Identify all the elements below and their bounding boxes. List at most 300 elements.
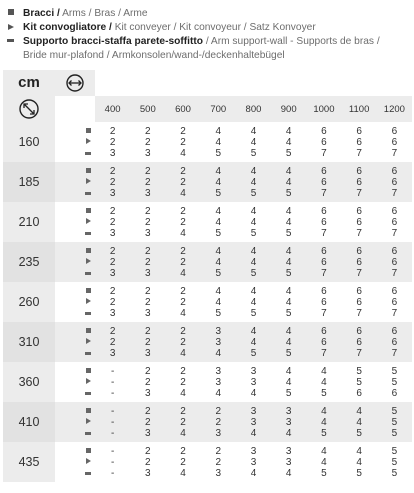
quantity-cell [165, 162, 200, 202]
height-label: 360 [3, 362, 55, 402]
qty-arms: 4 [215, 125, 222, 137]
qty-arms: 5 [391, 405, 398, 417]
width-arrows-cell [55, 70, 95, 96]
qty-arms: 4 [285, 125, 292, 137]
quantity-cell [165, 122, 200, 162]
qty-support: 5 [215, 187, 222, 199]
quantity-cell [377, 362, 412, 402]
qty-kit: 6 [391, 216, 398, 228]
qty-kit: 6 [356, 256, 362, 268]
quantity-table [3, 70, 412, 482]
quantity-cell [342, 282, 377, 322]
qty-support: 7 [321, 347, 327, 359]
qty-kit: 2 [145, 136, 151, 148]
square-icon [86, 248, 91, 253]
qty-kit: 2 [145, 376, 151, 388]
qty-kit: - [110, 376, 115, 388]
quantity-cell [236, 442, 271, 482]
qty-arms: 4 [285, 245, 292, 257]
quantity-cell [306, 282, 341, 322]
qty-arms: 2 [180, 365, 186, 377]
qty-arms: 4 [250, 245, 257, 257]
triangle-icon [86, 258, 91, 264]
triangle-icon [6, 22, 15, 34]
qty-kit: 6 [321, 136, 327, 148]
table-row [3, 402, 412, 442]
qty-arms: 2 [180, 405, 186, 417]
row-icons [55, 322, 95, 362]
qty-arms: 3 [215, 365, 222, 377]
width-header: 500 [130, 96, 165, 122]
quantity-cell [306, 402, 341, 442]
quantity-cell [130, 282, 165, 322]
qty-arms: 6 [391, 125, 398, 137]
square-icon [6, 8, 15, 20]
quantity-cell [306, 442, 341, 482]
quantity-cell [236, 402, 271, 442]
qty-arms: 2 [145, 325, 151, 337]
qty-support: 4 [180, 307, 186, 319]
qty-arms: 2 [109, 245, 116, 257]
qty-kit: 2 [109, 296, 116, 308]
qty-kit: 2 [109, 176, 116, 188]
legend-support-rest-2: Bride mur-plafond / Armkonsolen/wand-/deckenhaltebügel [23, 50, 285, 61]
qty-kit: 2 [180, 376, 186, 388]
quantity-cell [271, 162, 306, 202]
qty-support: 3 [145, 187, 151, 199]
qty-arms: 2 [109, 325, 116, 337]
qty-support: 5 [356, 427, 362, 439]
quantity-cell [271, 122, 306, 162]
qty-support: 7 [391, 307, 398, 319]
qty-arms: 2 [145, 125, 151, 137]
qty-kit: 4 [250, 296, 257, 308]
qty-arms: 2 [180, 205, 186, 217]
qty-kit: 3 [250, 376, 257, 388]
qty-support: 7 [391, 147, 398, 159]
row-icons [55, 242, 95, 282]
qty-support: 3 [145, 387, 151, 399]
quantity-cell [201, 282, 236, 322]
qty-kit: 2 [215, 456, 222, 468]
qty-support: 3 [109, 307, 116, 319]
legend-arms [6, 8, 148, 20]
qty-kit: 4 [250, 336, 257, 348]
qty-support: 7 [356, 147, 362, 159]
qty-arms: 6 [391, 245, 398, 257]
width-arrows-icon [64, 74, 86, 92]
quantity-cell [236, 362, 271, 402]
legend [0, 0, 414, 72]
quantity-cell [377, 322, 412, 362]
qty-arms: 2 [109, 205, 116, 217]
qty-support: 3 [109, 347, 116, 359]
qty-support: 5 [391, 467, 398, 479]
qty-arms: 2 [109, 125, 116, 137]
qty-kit: - [110, 416, 115, 428]
triangle-icon [86, 178, 91, 184]
qty-arms: 5 [391, 445, 398, 457]
qty-support: 7 [356, 187, 362, 199]
quantity-cell [236, 122, 271, 162]
qty-support: 5 [250, 227, 257, 239]
qty-arms: 6 [356, 125, 362, 137]
quantity-cell [95, 282, 130, 322]
quantity-cell [95, 162, 130, 202]
quantity-cell [130, 162, 165, 202]
qty-support: 7 [321, 187, 327, 199]
legend-support-rest: / Arm support-wall - Supports de bras / [203, 36, 380, 47]
table-row [3, 442, 412, 482]
width-header: 1200 [377, 96, 412, 122]
qty-arms: 6 [356, 325, 362, 337]
qty-arms: 6 [356, 285, 362, 297]
triangle-icon [86, 458, 91, 464]
qty-kit: 4 [285, 296, 292, 308]
qty-kit: 5 [356, 376, 362, 388]
qty-support: 7 [391, 267, 398, 279]
qty-arms: 3 [250, 365, 257, 377]
qty-support: 5 [285, 307, 292, 319]
qty-arms: 6 [321, 125, 327, 137]
qty-support: 5 [285, 267, 292, 279]
width-header: 700 [201, 96, 236, 122]
qty-kit: 6 [391, 256, 398, 268]
qty-kit: 6 [391, 296, 398, 308]
quantity-cell [342, 322, 377, 362]
qty-arms: 4 [250, 165, 257, 177]
qty-arms: 3 [285, 405, 292, 417]
qty-arms: 6 [321, 165, 327, 177]
qty-arms: 4 [285, 365, 292, 377]
quantity-cell [342, 162, 377, 202]
qty-arms: 4 [285, 325, 292, 337]
qty-kit: 2 [145, 416, 151, 428]
qty-support: 7 [356, 347, 362, 359]
height-icon-cell [3, 96, 55, 122]
qty-arms: - [110, 445, 115, 457]
qty-support: 3 [215, 427, 222, 439]
width-header: 1000 [306, 96, 341, 122]
height-diagonal-icon [18, 98, 40, 120]
qty-kit: 5 [391, 416, 398, 428]
qty-kit: 4 [285, 376, 292, 388]
qty-kit: 2 [145, 456, 151, 468]
bar-icon [85, 392, 91, 395]
qty-kit: 6 [321, 216, 327, 228]
quantity-cell [201, 362, 236, 402]
qty-support: 3 [145, 267, 151, 279]
quantity-cell [236, 282, 271, 322]
qty-support: 3 [145, 307, 151, 319]
qty-kit: 2 [145, 216, 151, 228]
qty-support: 5 [250, 307, 257, 319]
quantity-cell [201, 122, 236, 162]
quantity-cell [95, 242, 130, 282]
quantity-cell [377, 202, 412, 242]
qty-kit: 4 [215, 176, 222, 188]
qty-kit: 5 [391, 376, 398, 388]
quantity-cell [95, 402, 130, 442]
qty-arms: 2 [109, 285, 116, 297]
qty-arms: 2 [145, 405, 151, 417]
qty-support: 4 [180, 147, 186, 159]
qty-arms: 4 [215, 205, 222, 217]
square-icon [86, 368, 91, 373]
quantity-cell [236, 202, 271, 242]
quantity-cell [236, 242, 271, 282]
qty-support: 4 [180, 427, 186, 439]
table-row [3, 282, 412, 322]
qty-arms: 2 [145, 165, 151, 177]
qty-support: 5 [215, 227, 222, 239]
bar-icon [85, 192, 91, 195]
quantity-cell [271, 282, 306, 322]
qty-kit: - [110, 456, 115, 468]
qty-kit: 3 [250, 416, 257, 428]
qty-arms: 4 [356, 445, 362, 457]
bar-icon [6, 36, 15, 48]
qty-support: 5 [215, 307, 222, 319]
qty-support: 4 [250, 387, 257, 399]
quantity-cell [271, 442, 306, 482]
qty-arms: 2 [145, 365, 151, 377]
quantity-cell [306, 322, 341, 362]
quantity-cell [342, 122, 377, 162]
quantity-cell [271, 402, 306, 442]
qty-arms: 2 [180, 285, 186, 297]
qty-kit: 6 [391, 176, 398, 188]
qty-kit: 4 [321, 376, 327, 388]
qty-kit: 4 [250, 136, 257, 148]
qty-arms: 3 [215, 325, 222, 337]
row-icons [55, 362, 95, 402]
qty-arms: 4 [321, 445, 327, 457]
qty-support: 4 [180, 227, 186, 239]
qty-support: 4 [285, 467, 292, 479]
qty-arms: 6 [356, 205, 362, 217]
qty-support: 3 [215, 467, 222, 479]
qty-support: 4 [180, 187, 186, 199]
qty-arms: 6 [391, 285, 398, 297]
qty-kit: 3 [250, 456, 257, 468]
qty-support: 7 [321, 307, 327, 319]
qty-arms: 2 [145, 245, 151, 257]
header-row-2 [3, 96, 412, 122]
qty-arms: 6 [356, 165, 362, 177]
qty-kit: 4 [285, 176, 292, 188]
qty-arms: 4 [321, 365, 327, 377]
quantity-cell [130, 442, 165, 482]
width-header: 900 [271, 96, 306, 122]
triangle-icon [86, 418, 91, 424]
qty-support: 4 [215, 387, 222, 399]
quantity-cell [130, 122, 165, 162]
qty-support: 3 [145, 147, 151, 159]
qty-kit: 4 [285, 336, 292, 348]
qty-kit: 2 [145, 296, 151, 308]
qty-kit: 4 [285, 136, 292, 148]
quantity-cell [165, 242, 200, 282]
qty-support: - [110, 387, 115, 399]
triangle-icon [86, 378, 91, 384]
square-icon [86, 288, 91, 293]
square-icon [86, 448, 91, 453]
qty-arms: 2 [180, 445, 186, 457]
bar-icon [85, 152, 91, 155]
qty-arms: 2 [180, 165, 186, 177]
qty-kit: 6 [321, 256, 327, 268]
qty-kit: 2 [180, 336, 186, 348]
qty-arms: 3 [285, 445, 292, 457]
qty-support: 4 [215, 347, 222, 359]
qty-arms: 2 [215, 405, 222, 417]
qty-kit: 2 [145, 176, 151, 188]
qty-support: 5 [285, 347, 292, 359]
qty-arms: 6 [356, 245, 362, 257]
quantity-cell [201, 442, 236, 482]
qty-support: 5 [285, 227, 292, 239]
qty-support: 4 [250, 427, 257, 439]
qty-support: 4 [180, 267, 186, 279]
qty-kit: 6 [356, 216, 362, 228]
qty-support: 4 [180, 387, 186, 399]
quantity-cell [377, 122, 412, 162]
qty-kit: 2 [180, 456, 186, 468]
qty-arms: 4 [250, 125, 257, 137]
quantity-cell [306, 162, 341, 202]
quantity-cell [130, 362, 165, 402]
quantity-cell [201, 202, 236, 242]
bar-icon [85, 272, 91, 275]
qty-arms: 2 [180, 325, 186, 337]
qty-kit: 5 [391, 456, 398, 468]
height-label: 410 [3, 402, 55, 442]
qty-kit: 4 [356, 416, 362, 428]
qty-kit: 4 [215, 296, 222, 308]
quantity-cell [201, 162, 236, 202]
qty-support: 5 [391, 427, 398, 439]
qty-support: 7 [391, 347, 398, 359]
qty-arms: 4 [285, 285, 292, 297]
quantity-cell [342, 202, 377, 242]
qty-kit: 6 [356, 176, 362, 188]
quantity-cell [271, 362, 306, 402]
qty-arms: 4 [250, 285, 257, 297]
table-row [3, 322, 412, 362]
quantity-cell [130, 322, 165, 362]
qty-kit: 2 [145, 256, 151, 268]
qty-support: 5 [250, 267, 257, 279]
quantity-cell [165, 442, 200, 482]
qty-arms: 6 [391, 205, 398, 217]
qty-kit: 4 [321, 456, 327, 468]
qty-support: 6 [391, 387, 398, 399]
bar-icon [85, 472, 91, 475]
quantity-cell [201, 402, 236, 442]
qty-support: 5 [356, 467, 362, 479]
legend-arms-rest: Arms / Bras / Arme [59, 8, 148, 19]
qty-support: - [110, 467, 115, 479]
quantity-cell [130, 402, 165, 442]
row-icons [55, 282, 95, 322]
height-label: 235 [3, 242, 55, 282]
table-row [3, 202, 412, 242]
quantity-cell [165, 402, 200, 442]
triangle-icon [86, 298, 91, 304]
quantity-cell [165, 362, 200, 402]
qty-support: 5 [250, 187, 257, 199]
height-label: 210 [3, 202, 55, 242]
width-header: 800 [236, 96, 271, 122]
header-row-1 [3, 70, 412, 96]
qty-kit: 4 [215, 256, 222, 268]
qty-arms: 4 [215, 245, 222, 257]
qty-arms: 4 [250, 325, 257, 337]
qty-support: 5 [250, 147, 257, 159]
qty-support: 7 [356, 267, 362, 279]
legend-arms-bold: Bracci / [23, 8, 60, 19]
qty-arms: 2 [145, 205, 151, 217]
qty-arms: 4 [356, 405, 362, 417]
qty-kit: 4 [215, 216, 222, 228]
qty-support: 7 [321, 267, 327, 279]
quantity-cell [95, 122, 130, 162]
square-icon [86, 168, 91, 173]
qty-support: 3 [109, 267, 116, 279]
qty-kit: 3 [215, 376, 222, 388]
qty-kit: 6 [356, 136, 362, 148]
qty-support: 3 [145, 227, 151, 239]
legend-kit [6, 22, 316, 34]
width-header: 400 [95, 96, 130, 122]
quantity-cell [201, 242, 236, 282]
height-label: 310 [3, 322, 55, 362]
quantity-cell [165, 282, 200, 322]
table-row [3, 162, 412, 202]
qty-support: 5 [321, 427, 327, 439]
quantity-cell [377, 282, 412, 322]
qty-arms: 6 [321, 245, 327, 257]
qty-arms: 2 [215, 445, 222, 457]
qty-arms: 6 [391, 325, 398, 337]
qty-arms: 2 [109, 165, 116, 177]
qty-kit: 4 [215, 136, 222, 148]
quantity-cell [95, 362, 130, 402]
qty-kit: 4 [285, 216, 292, 228]
quantity-cell [95, 202, 130, 242]
square-icon [86, 328, 91, 333]
quantity-cell [377, 402, 412, 442]
qty-support: 5 [250, 347, 257, 359]
qty-kit: 6 [321, 176, 327, 188]
qty-support: 4 [180, 347, 186, 359]
qty-kit: 3 [285, 456, 292, 468]
width-header: 600 [165, 96, 200, 122]
qty-support: 3 [109, 147, 116, 159]
triangle-icon [86, 218, 91, 224]
quantity-cell [306, 202, 341, 242]
qty-support: 5 [215, 147, 222, 159]
row-icons [55, 202, 95, 242]
qty-arms: 4 [321, 405, 327, 417]
bar-icon [85, 312, 91, 315]
qty-kit: 4 [250, 256, 257, 268]
qty-arms: 2 [180, 245, 186, 257]
height-label: 185 [3, 162, 55, 202]
quantity-cell [342, 402, 377, 442]
quantity-cell [95, 442, 130, 482]
